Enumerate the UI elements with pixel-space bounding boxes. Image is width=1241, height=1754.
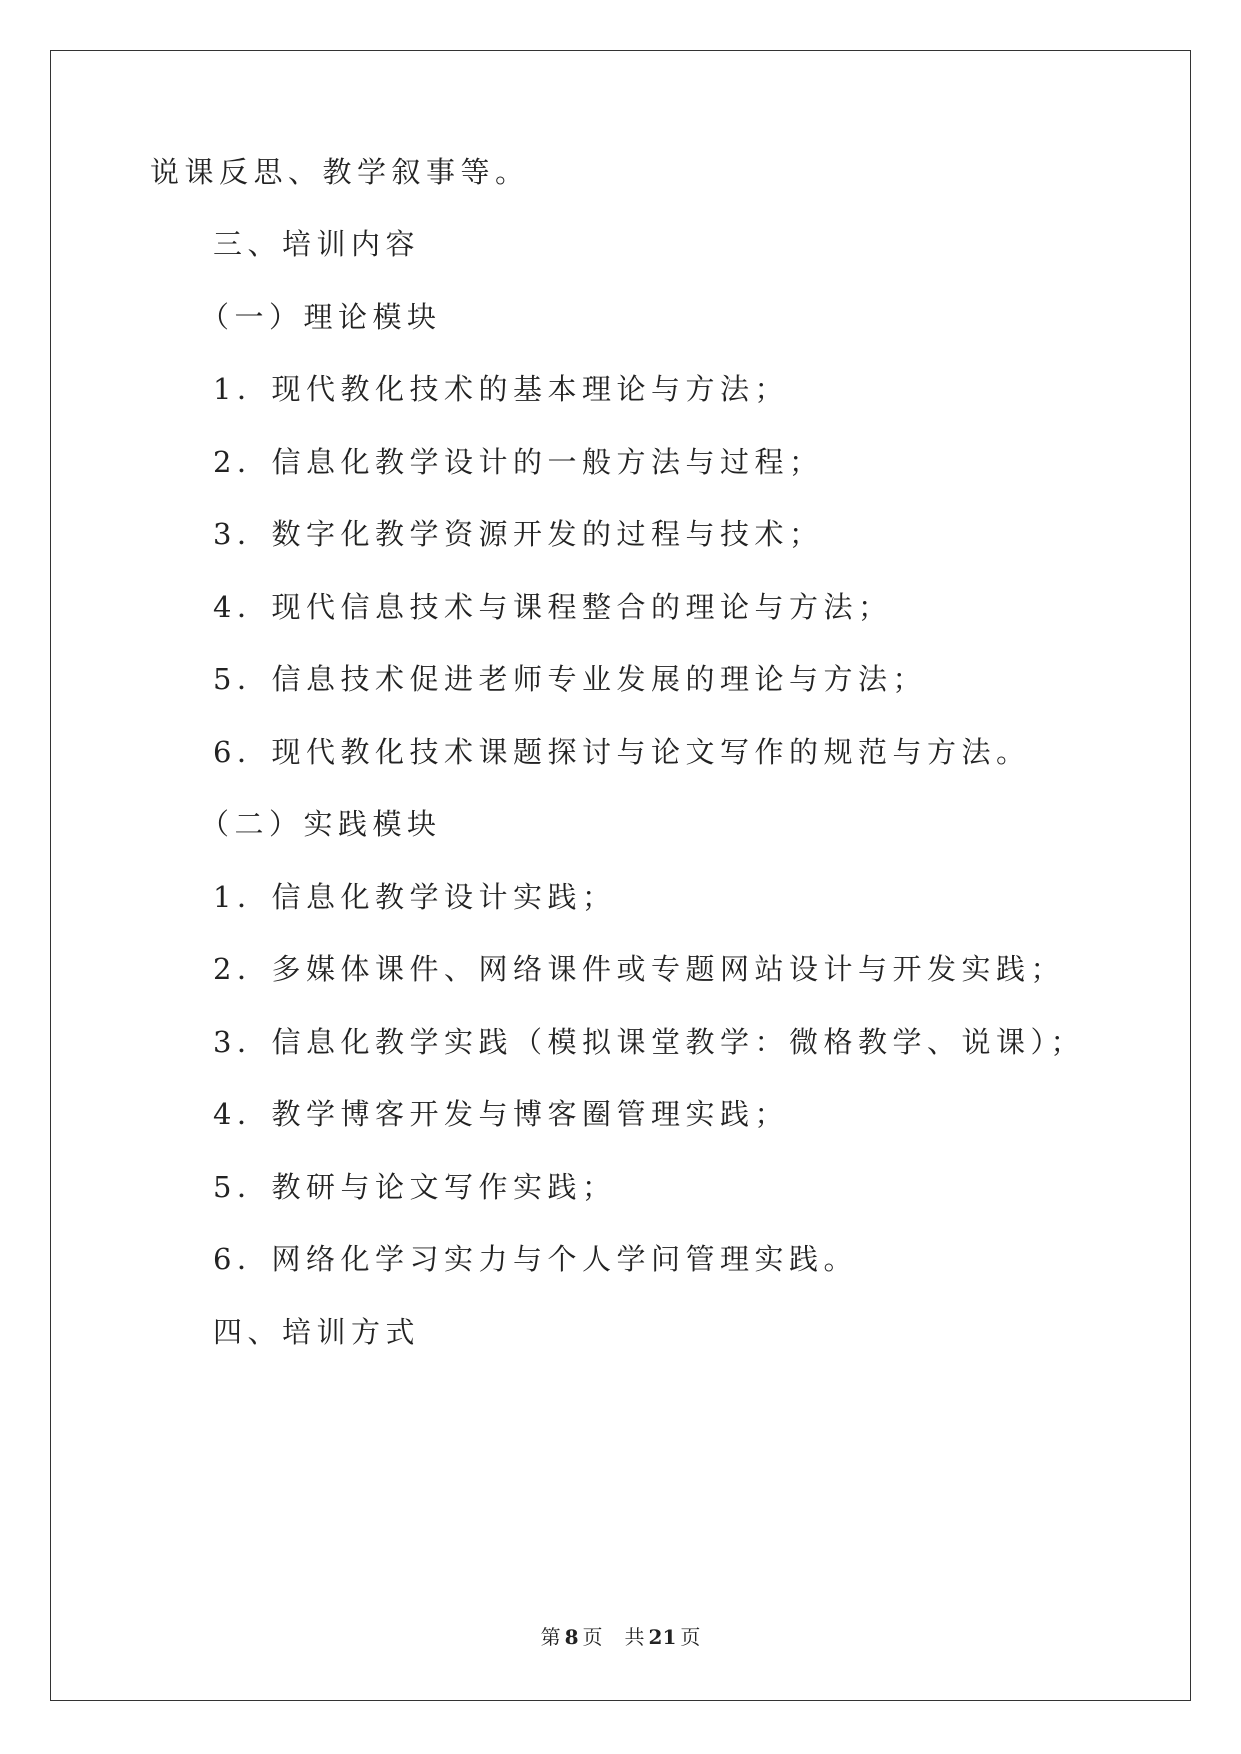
body-text-line: 说课反思、教学叙事等。 (150, 155, 530, 189)
list-item: 5．信息技术促进老师专业发展的理论与方法； (213, 662, 927, 696)
list-item: 5．教研与论文写作实践； (213, 1170, 617, 1204)
footer-prefix: 第 (540, 1625, 561, 1649)
section-heading: 四、培训方式 (213, 1315, 421, 1349)
list-item: 1．信息化教学设计实践； (213, 880, 617, 914)
list-item: 2．信息化教学设计的一般方法与过程； (213, 445, 824, 479)
subsection-heading: （一）理论模块 (200, 300, 442, 334)
list-item: 3．数字化教学资源开发的过程与技术； (213, 517, 824, 551)
footer-total-prefix: 共 (624, 1625, 645, 1649)
list-item: 1．现代教化技术的基本理论与方法； (213, 372, 789, 406)
current-page-number: 8 (564, 1625, 579, 1649)
list-item: 2．多媒体课件、网络课件或专题网站设计与开发实践； (213, 952, 1065, 986)
total-page-count: 21 (648, 1625, 677, 1649)
list-item: 4．教学博客开发与博客圈管理实践； (213, 1097, 789, 1131)
page-footer (0, 1624, 1241, 1650)
footer-total-suffix: 页 (680, 1625, 701, 1649)
subsection-heading: （二）实践模块 (200, 807, 442, 841)
section-heading: 三、培训内容 (213, 227, 421, 261)
footer-page-suffix: 页 (582, 1625, 603, 1649)
list-item: 3．信息化教学实践（模拟课堂教学：微格教学、说课）； (213, 1025, 1085, 1059)
list-item: 4．现代信息技术与课程整合的理论与方法； (213, 590, 893, 624)
list-item: 6．网络化学习实力与个人学问管理实践。 (213, 1242, 858, 1276)
list-item: 6．现代教化技术课题探讨与论文写作的规范与方法。 (213, 735, 1031, 769)
